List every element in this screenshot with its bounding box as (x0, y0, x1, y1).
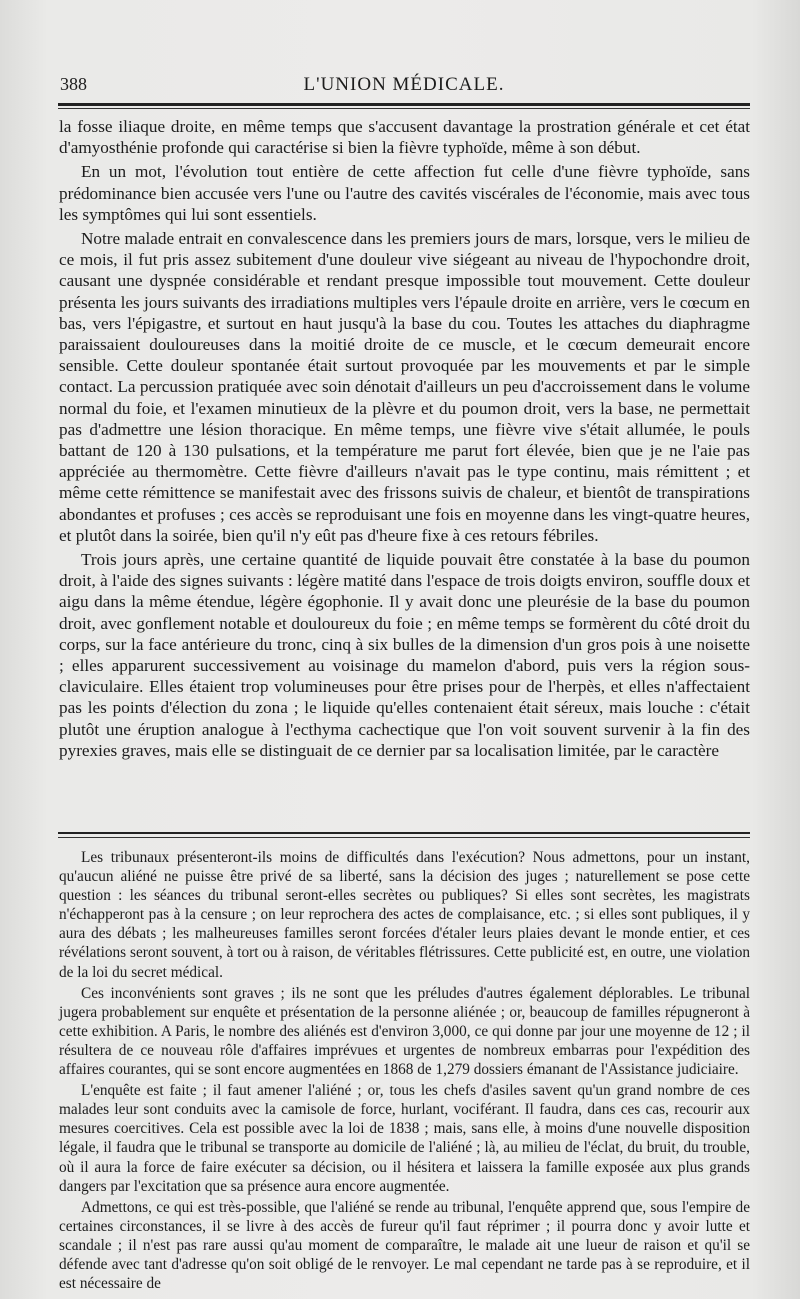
feuilleton-paragraph: Admettons, ce qui est très-possible, que l'aliéné se rende au tribunal, l'enquête apprend que, sous l'empire de certaines circonstances, il se livre à des accès de fureur qu'il faut réprimer ; il pourra donc y avoir lutte et scandale ; il n'est pas rare aussi qu'au moment de comparaître, le malade ait une lueur de raison et qu'il se défende avec tant d'adresse qu'on soit obligé de le renvoyer. Le mal cependant ne tarde pas à se reproduire, et il est nécessaire de (59, 1198, 750, 1293)
header-rule-thick (58, 103, 750, 106)
article-paragraph: la fosse iliaque droite, en même temps que s'accusent davantage la prostration générale et cet état d'amyosthénie profonde qui caractérise si bien la fièvre typhoïde, même à son début. (59, 117, 750, 158)
feuilleton-paragraph: Les tribunaux présenteront-ils moins de difficultés dans l'exécution? Nous admettons, pour un instant, qu'aucun aliéné ne puisse être privé de sa liberté, sans la décision des juges ; naturellement se pose cette question : les séances du tribunal seront-elles secrètes ou publiques? Si elles sont secrètes, les magistrats n'échapperont pas à la censure ; on leur reprochera des actes de complaisance, etc. ; si elles sont publiques, il y aura des débats ; les malheureuses familles seront forcées d'étaler leurs plaies devant le monde entier, et ces révélations seront souvent, à tort ou à raison, de véritables flétrissures. Cette publicité est, en outre, une violation de la loi du secret médical. (59, 849, 750, 981)
feuilleton-rule-thick (58, 832, 750, 834)
header-rule-thin (58, 108, 750, 109)
feuilleton-paragraph: Ces inconvénients sont graves ; ils ne sont que les préludes d'autres également déplorables. Le tribunal jugera probablement sur enquête et présentation de la personne aliénée ; or, beaucoup de familles répugneront à cette exhibition. A Paris, le nombre des aliénés est d'environ 3,000, ce qui donne par jour une moyenne de 12 ; il résultera de ce nouveau rôle d'affaires imprévues et urgentes de nombreux embarras pour l'expédition des affaires courantes, qui se sont encore augmentées en 1868 de 1,279 dossiers émanant de l'Assistance judiciaire. (59, 984, 750, 1079)
feuilleton-text (59, 848, 750, 1293)
feuilleton-paragraph: L'enquête est faite ; il faut amener l'aliéné ; or, tous les chefs d'asiles savent qu'un grand nombre de ces malades leur sont conduits avec la camisole de force, hurlant, vociférant. Il faudra, dans ces cas, recourir aux mesures coercitives. Cela est possible avec la loi de 1838 ; mais, sans elle, à moins d'une nouvelle disposition légale, il faudra que le tribunal se transporte au domicile de l'aliéné ; là, au milieu de l'éclat, du bruit, du trouble, où il aura la force de faire exécuter sa décision, ou il hésitera et laissera la famille exposée aux plus grands dangers par l'excitation que sa présence aura encore augmentée. (59, 1082, 750, 1195)
main-article-text (59, 116, 750, 761)
page-number: 388 (60, 74, 87, 94)
page-header (60, 74, 748, 100)
article-paragraph: En un mot, l'évolution tout entière de cette affection fut celle d'une fièvre typhoïde, sans prédominance bien accusée vers l'une ou l'autre des cavités viscérales de l'économie, mais avec tous les symptômes qui lui sont essentiels. (59, 162, 750, 224)
running-title: L'UNION MÉDICALE. (303, 74, 505, 95)
feuilleton-rule-thin (58, 837, 750, 838)
article-paragraph: Trois jours après, une certaine quantité de liquide pouvait être constatée à la base du poumon droit, à l'aide des signes suivants : légère matité dans l'espace de trois doigts environ, souffle doux et aigu dans la même étendue, légère égophonie. Il y avait donc une pleurésie de la base du poumon droit, avec gonflement notable et douloureux du foie ; en même temps se formèrent du côté droit du corps, sur la face antérieure du tronc, cinq à six bulles de la dimension d'un gros pois à une noisette ; elles apparurent successivement au voisinage du mamelon d'abord, puis vers la région sous-claviculaire. Elles étaient trop volumineuses pour être prises pour de l'herpès, et elles n'affectaient pas les points d'élection du zona ; le liquide qu'elles contenaient était séreux, mais louche : c'était plutôt une éruption analogue à l'ecthyma cachectique que l'on voit souvent survenir à la fin des pyrexies graves, mais elle se distinguait de ce dernier par sa localisation limitée, par le caractère (59, 550, 750, 760)
article-paragraph: Notre malade entrait en convalescence dans les premiers jours de mars, lorsque, vers le milieu de ce mois, il fut pris assez subitement d'une douleur vive siégeant au niveau de l'hypochondre droit, causant une dyspnée considérable et rendant presque impossible tout mouvement. Cette douleur présenta les jours suivants des irradiations multiples vers l'épaule droite en arrière, vers le cœcum en bas, vers l'épigastre, et surtout en haut jusqu'à la base du cou. Toutes les attaches du diaphragme paraissaient douloureuses dans la moitié droite de ce muscle, et le cœcum demeurait encore sensible. Cette douleur spontanée était surtout provoquée par les mouvements et par le simple contact. La percussion pratiquée avec soin dénotait d'ailleurs un peu d'accroissement dans le volume normal du foie, et l'examen minutieux de la plèvre et du poumon droit, vers la base, ne permettait pas d'admettre une lésion thoracique. En même temps, une fièvre vive s'était allumée, le pouls battant de 120 à 130 pulsations, et la température me parut fort élevée, bien que je ne l'aie pas appréciée au thermomètre. Cette fièvre d'ailleurs n'avait pas le type continu, mais rémittent ; et même cette rémittence se manifestait avec des frissons suivis de chaleur, et bientôt de transpirations abondantes et profuses ; ces accès se reproduisant une fois en moyenne dans les vingt-quatre heures, et plutôt dans la soirée, bien qu'il n'y eût pas d'heure fixe à ces retours fébriles. (59, 229, 750, 545)
